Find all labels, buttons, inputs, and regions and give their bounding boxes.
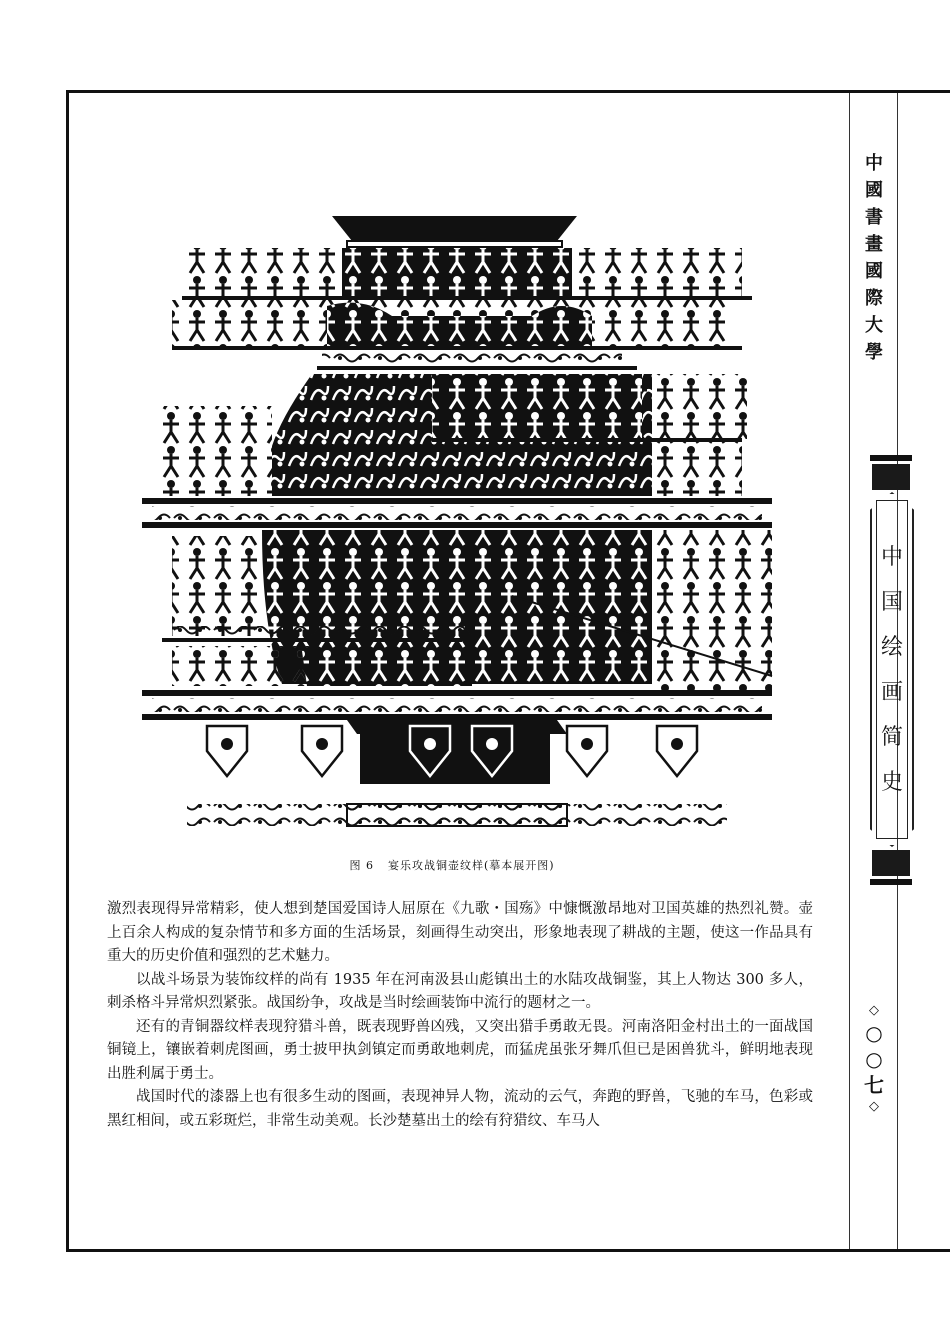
sidebar-bar-bottom [870, 879, 912, 885]
book-title-char: 史 [880, 770, 903, 795]
bronze-vessel-pattern-figure [132, 206, 782, 836]
series-title-char: 學 [865, 342, 883, 363]
body-text [107, 898, 813, 1133]
series-title-char: 書 [865, 207, 883, 228]
body-paragraph: 还有的青铜器纹样表现狩猎斗兽，既表现野兽凶残，又突出猎手勇敢无畏。河南洛阳金村出土的一面战国铜镜上，镶嵌着刺虎图画，勇士披甲执剑镇定而勇敢地刺虎，而猛虎虽张牙舞爪但已是困兽犹斗，鲜明地表现出胜利属于勇士。 [107, 1018, 813, 1082]
book-title-char: 简 [880, 725, 903, 750]
sidebar-rule-left [849, 93, 850, 1249]
body-paragraph: 以战斗场景为装饰纹样的尚有 1935 年在河南汲县山彪镇出土的水陆攻战铜鉴，其上人物达 300 多人，刺杀格斗异常炽烈紧张。战国纷争，攻战是当时绘画装饰中流行的题材之一。 [107, 971, 813, 1011]
diamond-ornament-icon: ◇ [869, 1099, 879, 1114]
series-title-char: 中 [865, 153, 883, 174]
figure-number: 图 6 [349, 859, 374, 872]
diamond-ornament-icon: ◇ [869, 1003, 879, 1018]
series-title [859, 150, 889, 366]
book-title-char: 绘 [880, 635, 903, 660]
page-number-digit: ○ [865, 1047, 883, 1071]
page-number [858, 1002, 890, 1116]
series-title-char: 大 [865, 315, 883, 336]
sidebar-bar-top [870, 455, 912, 461]
series-title-char: 畫 [865, 234, 883, 255]
figure-caption [0, 857, 904, 873]
book-title [872, 535, 912, 805]
body-paragraph: 战国时代的漆器上也有很多生动的图画，表现神异人物，流动的云气，奔跑的野兽，飞驰的车马，色彩或黑红相间，或五彩斑烂，非常生动美观。长沙楚墓出土的绘有狩猎纹、车马人 [107, 1089, 813, 1129]
book-title-char: 国 [880, 590, 903, 615]
book-title-char: 画 [880, 680, 903, 705]
page-number-digit: 七 [864, 1073, 884, 1097]
series-title-char: 國 [865, 180, 883, 201]
book-title-char: 中 [880, 545, 903, 570]
sidebar-cap-top [872, 464, 910, 490]
body-paragraph: 激烈表现得异常精彩，使人想到楚国爱国诗人屈原在《九歌・国殇》中慷慨激昂地对卫国英雄的热烈礼赞。壶上百余人构成的复杂情节和多方面的生活场景，刻画得生动突出，形象地表现了耕战的主题，使这一作品具有重大的历史价值和强烈的艺术魅力。 [107, 901, 813, 964]
series-title-char: 際 [865, 288, 883, 309]
series-title-char: 國 [865, 261, 883, 282]
figure-caption-text: 宴乐攻战铜壶纹样(摹本展开图) [387, 859, 555, 872]
page-number-digit: ○ [865, 1021, 883, 1045]
